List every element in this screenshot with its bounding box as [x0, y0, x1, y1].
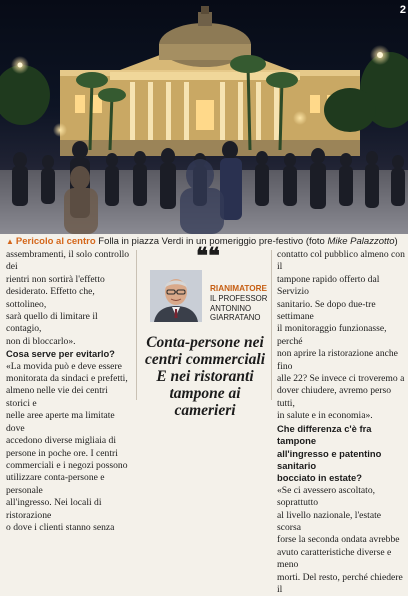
body-line: avuto caratteristiche diverse e meno: [277, 546, 392, 571]
interviewee-name: [210, 294, 272, 323]
body-line: alle 22? Se invece ci troveremo a: [277, 373, 405, 385]
role-line: IL PROFESSOR: [210, 294, 268, 303]
left-column: [6, 249, 130, 534]
body-line: al livello nazionale, l'estate scorsa: [277, 509, 382, 533]
body-line: o dove i clienti stanno senza: [6, 521, 115, 533]
body-line: sanitario. Se dopo due-tre settimane: [277, 298, 376, 323]
role-line: ANTONINO: [210, 303, 252, 313]
page-number: 2: [399, 4, 406, 16]
body-line: desiderato. Effetto che, sottolineo,: [6, 286, 95, 310]
interview-question: Che differenza c'è fra tampone: [277, 422, 372, 447]
caption-credit: Mike Palazzotto: [327, 236, 395, 247]
body-line: forse la seconda ondata avrebbe: [277, 534, 400, 546]
interviewee-kicker: RIANIMATORE: [210, 284, 268, 293]
caption-lead: Pericolo al centro: [15, 236, 96, 247]
body-line: in salute e in economia».: [277, 410, 373, 422]
piazza-night-illustration: [0, 0, 408, 234]
body-line: morti. Del resto, perché chiedere il: [277, 571, 403, 595]
body-line: accedono diverse migliaia di: [6, 435, 117, 447]
body-line: nelle aree aperte ma limitate dove: [6, 410, 115, 434]
caption-text: Folla in piazza Verdi in un pomeriggio pre-festivo (foto: [98, 236, 328, 247]
headline-line: centri commerciali: [144, 351, 266, 368]
body-line: tampone rapido offerto dal Servizio: [277, 273, 380, 298]
body-line: dover chiudere, avremo perso tutti,: [277, 385, 392, 409]
headline-line: tampone ai camerieri: [169, 385, 241, 419]
interview-question: bocciato in estate?: [277, 472, 362, 484]
body-line: il monitoraggio funzionasse, perché: [277, 323, 387, 347]
body-line: «Se ci avessero ascoltato, soprattutto: [277, 484, 376, 509]
body-line: «La movida può e deve essere: [6, 360, 122, 372]
body-line: all'ingresso. Nei locali di ristorazione: [6, 497, 102, 521]
column-divider: [271, 250, 272, 400]
caption-close: ): [394, 236, 398, 247]
body-line: monitorata da sindaci e prefetti,: [6, 373, 128, 385]
interview-question: Cosa serve per evitarlo?: [6, 348, 115, 360]
headline-line: Conta-persone nei: [146, 334, 264, 351]
body-line: contatto col pubblico almeno con il: [277, 249, 405, 273]
body-line: commerciali e i negozi possono: [6, 459, 128, 471]
role-line: GIARRATANO: [210, 313, 261, 322]
article-headline: [141, 334, 269, 419]
body-line: utilizzare conta-persone e personale: [6, 472, 105, 496]
body-line: sarà quello di limitare il contagio,: [6, 311, 98, 335]
body-line: persone in poche ore. I centri: [6, 447, 118, 459]
body-line: assembramenti, il solo controllo dei: [6, 249, 130, 273]
quote-mark-icon: ❝❝: [196, 243, 220, 268]
interview-question: all'ingresso e patentino sanitario: [277, 447, 382, 471]
interviewee-portrait: [150, 270, 202, 322]
right-column: [277, 249, 405, 596]
body-line: almeno nelle vie dei centri storici e: [6, 385, 108, 409]
body-line: non di bloccarlo».: [6, 335, 76, 347]
caption-triangle-icon: ▲: [6, 237, 14, 246]
body-line: non aprire la ristorazione anche fino: [277, 348, 398, 372]
column-divider: [136, 250, 137, 400]
news-photo: [0, 0, 408, 234]
body-line: rientri non sortirà l'effetto: [6, 273, 105, 285]
headline-line: E nei ristoranti: [156, 368, 254, 385]
